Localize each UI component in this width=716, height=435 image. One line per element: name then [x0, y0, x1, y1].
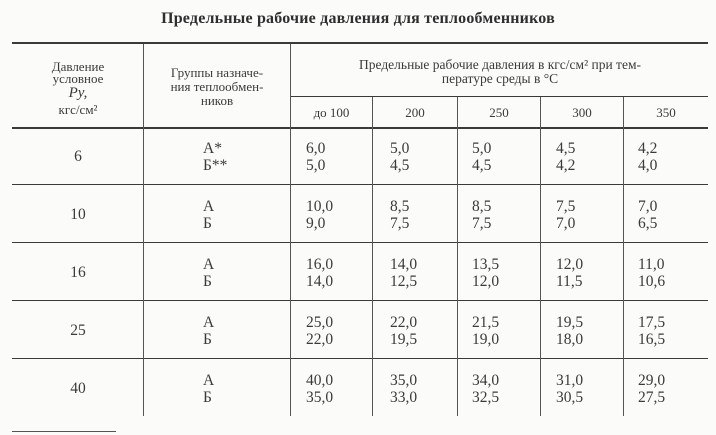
pressure-limit-value: 10,0	[306, 198, 334, 215]
table-title: Предельные рабочие давления для теплообменников	[161, 10, 555, 27]
pressure-limit-value: 40,0	[306, 372, 334, 389]
pressure-limit-value: 35,0	[306, 389, 334, 406]
group-label: Б	[203, 389, 212, 406]
pressure-limit-value: 4,5	[390, 157, 410, 174]
footnote-rule	[12, 431, 116, 432]
header-temp-350: 350	[656, 105, 676, 120]
pressure-limit-value: 4,2	[638, 140, 658, 157]
pressure-limit-value: 8,5	[390, 198, 410, 215]
pressure-limit-value: 29,0	[638, 372, 666, 389]
pressure-limit-value: 34,0	[472, 372, 500, 389]
pressure-limit-value: 12,0	[556, 256, 584, 273]
row-rule-1	[12, 184, 708, 185]
pressure-value: 10	[70, 206, 86, 223]
pressure-limit-value: 25,0	[306, 314, 334, 331]
pressure-limit-value: 32,5	[472, 389, 500, 406]
header-temp-250: 250	[489, 105, 509, 120]
col-rule-5	[540, 97, 541, 416]
pressure-limit-value: 11,5	[556, 273, 583, 290]
pressure-limit-value: 30,5	[556, 389, 584, 406]
pressure-value: 40	[70, 380, 86, 397]
pressure-limit-value: 19,0	[472, 331, 500, 348]
header-pressure-line-4: кгс/см²	[58, 102, 98, 117]
pressure-limit-value: 31,0	[556, 372, 584, 389]
pressure-limit-value: 7,5	[390, 215, 410, 232]
header-groups-line-2: ния теплообмен-	[170, 79, 264, 94]
header-temp-300: 300	[572, 105, 592, 120]
pressure-limit-value: 10,6	[638, 273, 666, 290]
pressure-limit-value: 7,5	[556, 198, 576, 215]
temps-rule	[290, 96, 708, 97]
pressure-limit-value: 11,0	[638, 256, 665, 273]
top-rule	[12, 42, 708, 44]
pressure-value: 25	[70, 322, 86, 339]
group-label: А	[203, 314, 215, 331]
pressure-limit-value: 21,5	[472, 314, 500, 331]
header-bottom-rule	[12, 127, 708, 129]
header-groups-line-3: ников	[200, 93, 234, 108]
header-temp-100: до 100	[313, 105, 350, 120]
pressure-limit-value: 8,5	[472, 198, 492, 215]
header-pressure-line-2: условное	[52, 71, 104, 86]
pressure-limit-value: 14,0	[390, 256, 418, 273]
col-rule-3	[372, 97, 373, 416]
header-limits-line-1: Предельные рабочие давления в кгс/см² при тем-	[359, 57, 641, 72]
pressure-limit-value: 5,0	[472, 140, 492, 157]
pressure-limit-value: 22,0	[306, 331, 334, 348]
pressure-limit-value: 7,5	[472, 215, 492, 232]
header-groups-line-1: Группы назначе-	[170, 65, 264, 80]
pressure-limit-value: 4,5	[472, 157, 492, 174]
pressure-limit-value: 16,5	[638, 331, 666, 348]
header-pressure-line-3: Pу,	[68, 85, 88, 101]
group-label: Б	[203, 215, 212, 232]
pressure-limit-value: 27,5	[638, 389, 666, 406]
pressure-limit-value: 5,0	[306, 157, 326, 174]
group-label: Б	[203, 331, 212, 348]
pressure-value: 16	[70, 264, 86, 281]
row-rule-4	[12, 358, 708, 359]
pressure-limit-value: 19,5	[390, 331, 418, 348]
col-rule-6	[623, 97, 624, 416]
group-label: А*	[203, 140, 222, 157]
pressure-limit-value: 12,5	[390, 273, 418, 290]
pressure-limit-value: 35,0	[390, 372, 418, 389]
pressure-limit-value: 4,2	[556, 157, 576, 174]
pressure-limit-value: 13,5	[472, 256, 500, 273]
pressure-limit-value: 17,5	[638, 314, 666, 331]
group-label: А	[203, 256, 215, 273]
group-label: А	[203, 198, 215, 215]
col-rule-1	[143, 44, 144, 416]
header-temp-200: 200	[405, 105, 425, 120]
pressure-limit-value: 5,0	[390, 140, 410, 157]
group-label: Б	[203, 273, 212, 290]
group-label: Б**	[203, 157, 228, 174]
pressure-value: 6	[74, 148, 82, 165]
pressure-limit-value: 6,0	[306, 140, 326, 157]
pressure-limit-value: 16,0	[306, 256, 334, 273]
pressure-limit-value: 7,0	[638, 198, 658, 215]
pressure-limit-value: 33,0	[390, 389, 418, 406]
pressure-limit-value: 6,5	[638, 215, 658, 232]
header-pressure-line-1: Давление	[51, 59, 105, 74]
pressure-limit-value: 7,0	[556, 215, 576, 232]
pressure-limit-value: 9,0	[306, 215, 326, 232]
col-rule-2	[290, 44, 291, 416]
row-rule-3	[12, 300, 708, 301]
row-rule-2	[12, 242, 708, 243]
pressure-limit-value: 12,0	[472, 273, 500, 290]
group-label: А	[203, 372, 215, 389]
pressure-limit-value: 19,5	[556, 314, 584, 331]
pressure-limit-value: 14,0	[306, 273, 334, 290]
pressure-limit-value: 18,0	[556, 331, 584, 348]
pressure-limit-value: 4,0	[638, 157, 658, 174]
col-rule-4	[457, 97, 458, 416]
pressure-limit-value: 4,5	[556, 140, 576, 157]
header-limits-line-2: пературе среды в °С	[441, 71, 559, 86]
pressure-limit-value: 22,0	[390, 314, 418, 331]
